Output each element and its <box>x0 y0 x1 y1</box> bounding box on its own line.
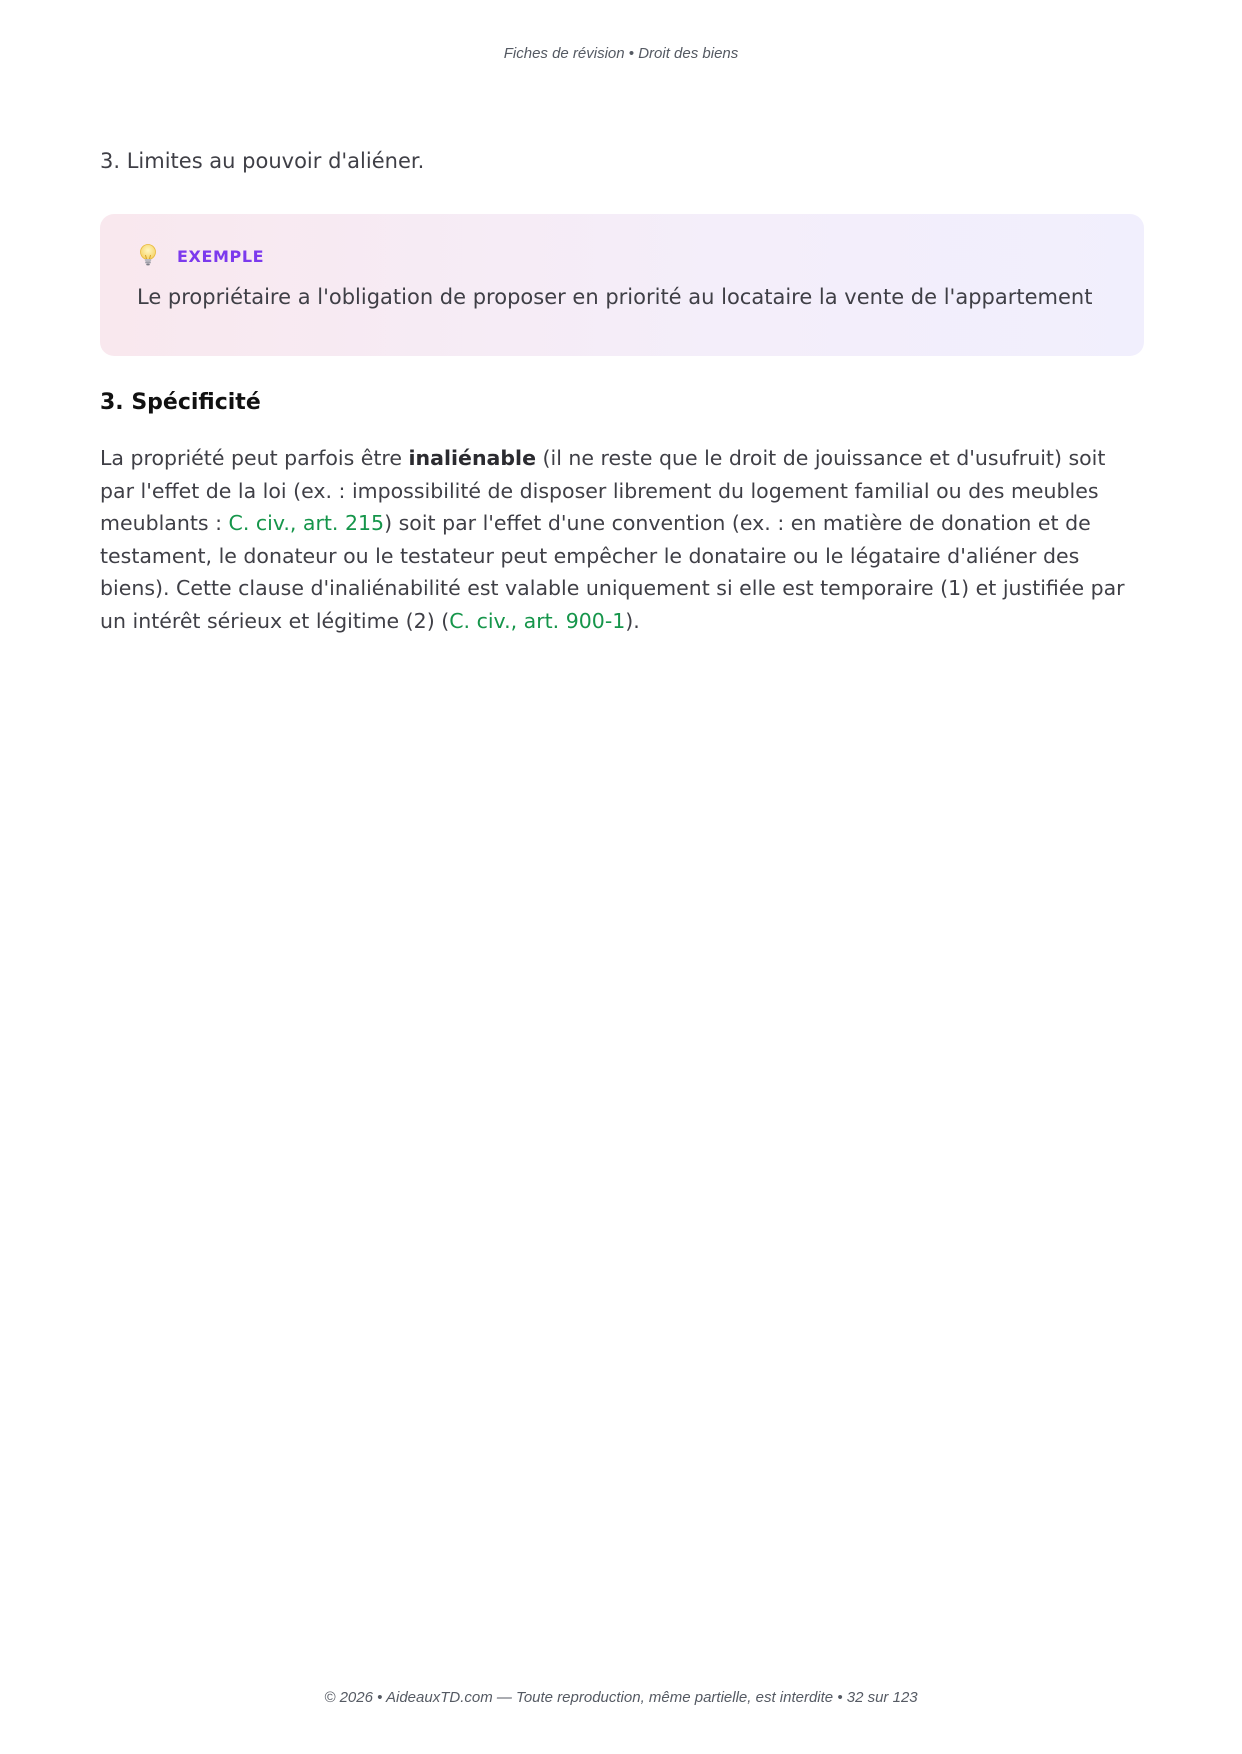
callout-header <box>137 242 1108 270</box>
paragraph-text: ). <box>625 608 640 633</box>
law-reference-link[interactable]: C. civ., art. 215 <box>228 511 385 536</box>
law-reference-link[interactable]: C. civ., art. 900-1 <box>449 608 626 633</box>
body-paragraph <box>100 442 1144 638</box>
callout-label: EXEMPLE <box>177 246 265 266</box>
example-callout <box>100 214 1144 356</box>
lead-line: 3. Limites au pouvoir d'aliéner. <box>100 149 425 173</box>
lightbulb-icon <box>137 243 159 269</box>
paragraph-emphasis: inaliénable <box>408 446 536 470</box>
paragraph-text: La propriété peut parfois être <box>100 446 409 470</box>
running-footer: © 2026 • AideauxTD.com — Toute reproduction, même partielle, est interdite • 32 sur 123 <box>324 1689 918 1706</box>
paragraph-text: ) soit par l'effet d'une convention (ex. : en matière de donation et de testament, le donateur ou le testateur peut empêcher le donataire ou le légataire d'aliéner des biens). Cette clause d'inaliénabilité est valable uniquement si elle est temporaire (1) et justifiée par un intérêt sérieux et légitime (2) ( <box>100 511 1125 633</box>
page-content <box>100 146 1144 638</box>
section-heading: 3. Spécificité <box>100 390 261 415</box>
running-header: Fiches de révision • Droit des biens <box>503 45 739 62</box>
callout-text: Le propriétaire a l'obligation de proposer en priorité au locataire la vente de l'appartement <box>137 285 1093 309</box>
paragraph-text: (il ne reste que le droit de jouissance et d'usufruit) soit par l'effet de la loi (ex. : impossibilité de disposer librement du logement familial ou des meubles meublants : <box>100 446 1106 536</box>
